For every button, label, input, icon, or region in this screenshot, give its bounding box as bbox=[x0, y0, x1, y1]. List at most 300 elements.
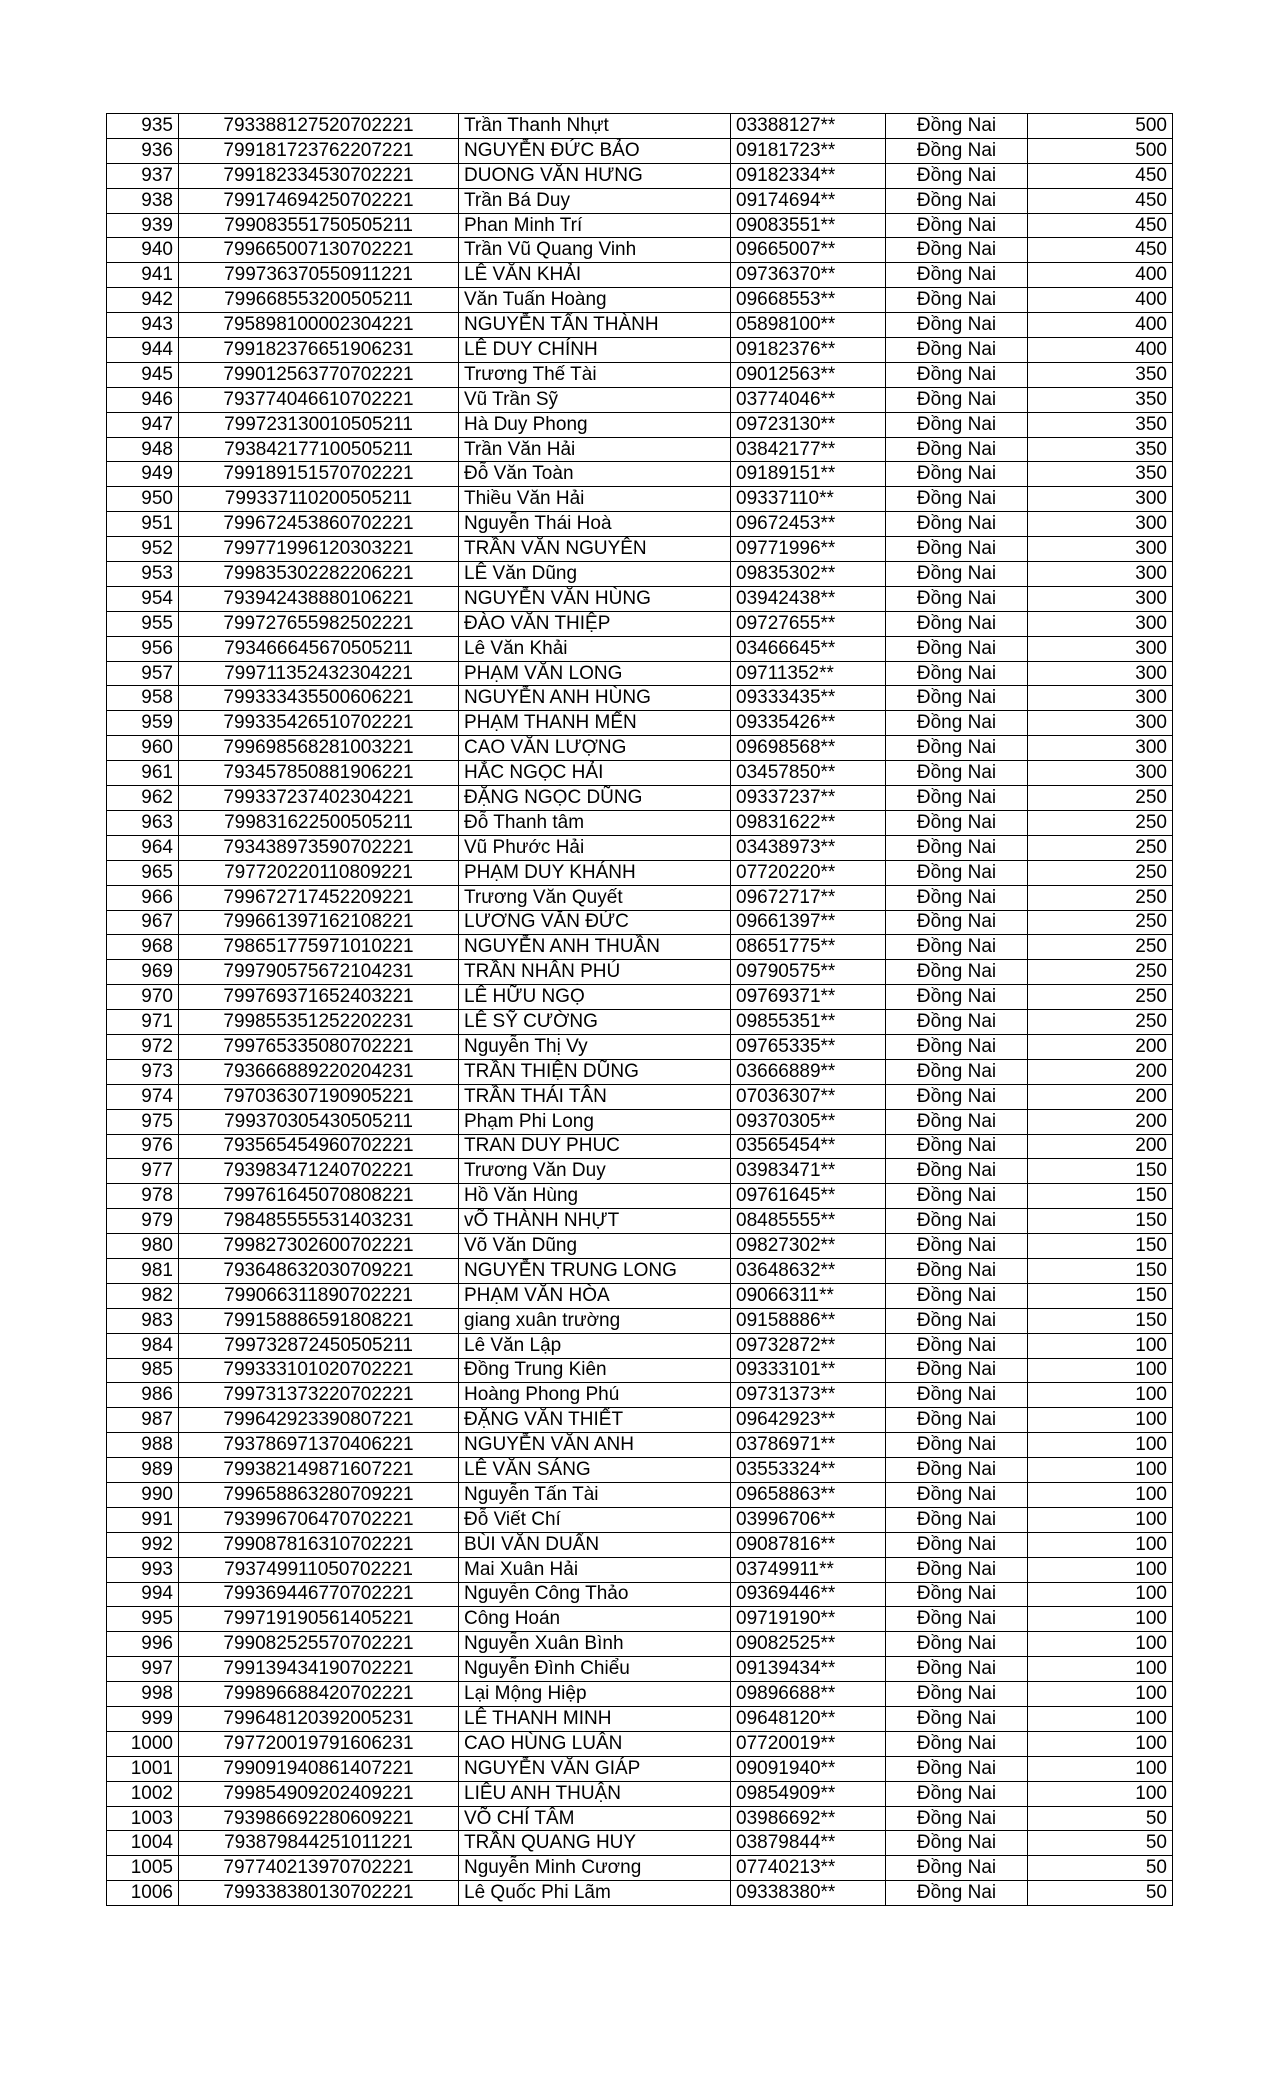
phone-number-cell: 03774046** bbox=[731, 387, 886, 412]
table-row bbox=[107, 188, 1173, 213]
table-row bbox=[107, 1308, 1173, 1333]
phone-number-cell: 03438973** bbox=[731, 835, 886, 860]
province-cell: Đồng Nai bbox=[886, 1507, 1028, 1532]
transaction-code-cell: 793942438880106221 bbox=[179, 586, 459, 611]
province-cell: Đồng Nai bbox=[886, 1831, 1028, 1856]
full-name-cell: Lê Quốc Phi Lãm bbox=[459, 1881, 731, 1906]
transaction-code-cell: 793438973590702221 bbox=[179, 835, 459, 860]
row-number-cell: 936 bbox=[107, 138, 179, 163]
transaction-code-cell: 799668553200505211 bbox=[179, 288, 459, 313]
amount-cell: 100 bbox=[1028, 1607, 1173, 1632]
phone-number-cell: 09665007** bbox=[731, 238, 886, 263]
table-row bbox=[107, 1806, 1173, 1831]
amount-cell: 100 bbox=[1028, 1482, 1173, 1507]
table-row bbox=[107, 985, 1173, 1010]
amount-cell: 300 bbox=[1028, 487, 1173, 512]
transaction-code-cell: 799835302282206221 bbox=[179, 562, 459, 587]
province-cell: Đồng Nai bbox=[886, 1582, 1028, 1607]
amount-cell: 200 bbox=[1028, 1109, 1173, 1134]
phone-number-cell: 03666889** bbox=[731, 1059, 886, 1084]
transaction-code-cell: 799066311890702221 bbox=[179, 1283, 459, 1308]
table-row bbox=[107, 736, 1173, 761]
province-cell: Đồng Nai bbox=[886, 910, 1028, 935]
phone-number-cell: 09855351** bbox=[731, 1010, 886, 1035]
amount-cell: 150 bbox=[1028, 1159, 1173, 1184]
phone-number-cell: 09158886** bbox=[731, 1308, 886, 1333]
province-cell: Đồng Nai bbox=[886, 1333, 1028, 1358]
full-name-cell: Hoàng Phong Phú bbox=[459, 1383, 731, 1408]
row-number-cell: 997 bbox=[107, 1657, 179, 1682]
full-name-cell: Trần Thanh Nhựt bbox=[459, 114, 731, 139]
province-cell: Đồng Nai bbox=[886, 462, 1028, 487]
phone-number-cell: 09698568** bbox=[731, 736, 886, 761]
amount-cell: 250 bbox=[1028, 860, 1173, 885]
full-name-cell: Đỗ Viết Chí bbox=[459, 1507, 731, 1532]
row-number-cell: 944 bbox=[107, 338, 179, 363]
table-row bbox=[107, 437, 1173, 462]
phone-number-cell: 09337110** bbox=[731, 487, 886, 512]
full-name-cell: Nguyễn Xuân Bình bbox=[459, 1632, 731, 1657]
full-name-cell: Lê Văn Lập bbox=[459, 1333, 731, 1358]
full-name-cell: giang xuân trường bbox=[459, 1308, 731, 1333]
full-name-cell: LÊ THANH MINH bbox=[459, 1707, 731, 1732]
transaction-code-cell: 799012563770702221 bbox=[179, 362, 459, 387]
full-name-cell: LÊ HỮU NGỌ bbox=[459, 985, 731, 1010]
province-cell: Đồng Nai bbox=[886, 1408, 1028, 1433]
amount-cell: 300 bbox=[1028, 761, 1173, 786]
transaction-code-cell: 799333435500606221 bbox=[179, 686, 459, 711]
table-row bbox=[107, 462, 1173, 487]
transaction-code-cell: 799658863280709221 bbox=[179, 1482, 459, 1507]
transaction-code-cell: 793388127520702221 bbox=[179, 114, 459, 139]
province-cell: Đồng Nai bbox=[886, 1109, 1028, 1134]
province-cell: Đồng Nai bbox=[886, 1632, 1028, 1657]
province-cell: Đồng Nai bbox=[886, 686, 1028, 711]
row-number-cell: 971 bbox=[107, 1010, 179, 1035]
phone-number-cell: 09731373** bbox=[731, 1383, 886, 1408]
transaction-code-cell: 799896688420702221 bbox=[179, 1682, 459, 1707]
province-cell: Đồng Nai bbox=[886, 1433, 1028, 1458]
transaction-code-cell: 799719190561405221 bbox=[179, 1607, 459, 1632]
province-cell: Đồng Nai bbox=[886, 114, 1028, 139]
amount-cell: 300 bbox=[1028, 537, 1173, 562]
full-name-cell: LÊ VĂN KHẢI bbox=[459, 263, 731, 288]
row-number-cell: 935 bbox=[107, 114, 179, 139]
amount-cell: 350 bbox=[1028, 387, 1173, 412]
row-number-cell: 962 bbox=[107, 786, 179, 811]
table-row bbox=[107, 213, 1173, 238]
row-number-cell: 949 bbox=[107, 462, 179, 487]
full-name-cell: PHẠM VĂN LONG bbox=[459, 661, 731, 686]
transaction-code-cell: 793774046610702221 bbox=[179, 387, 459, 412]
province-cell: Đồng Nai bbox=[886, 387, 1028, 412]
phone-number-cell: 09896688** bbox=[731, 1682, 886, 1707]
row-number-cell: 999 bbox=[107, 1707, 179, 1732]
table-row bbox=[107, 562, 1173, 587]
table-row bbox=[107, 661, 1173, 686]
province-cell: Đồng Nai bbox=[886, 1856, 1028, 1881]
full-name-cell: Đỗ Văn Toàn bbox=[459, 462, 731, 487]
phone-number-cell: 09337237** bbox=[731, 786, 886, 811]
amount-cell: 350 bbox=[1028, 437, 1173, 462]
row-number-cell: 994 bbox=[107, 1582, 179, 1607]
transaction-code-cell: 799771996120303221 bbox=[179, 537, 459, 562]
phone-number-cell: 09727655** bbox=[731, 611, 886, 636]
row-number-cell: 985 bbox=[107, 1358, 179, 1383]
full-name-cell: Nguyễn Thị Vy bbox=[459, 1034, 731, 1059]
table-row bbox=[107, 1059, 1173, 1084]
transaction-code-cell: 793466645670505211 bbox=[179, 636, 459, 661]
table-row bbox=[107, 1383, 1173, 1408]
full-name-cell: BÙI VĂN DUẨN bbox=[459, 1532, 731, 1557]
amount-cell: 100 bbox=[1028, 1458, 1173, 1483]
row-number-cell: 983 bbox=[107, 1308, 179, 1333]
transaction-code-cell: 799083551750505211 bbox=[179, 213, 459, 238]
amount-cell: 500 bbox=[1028, 138, 1173, 163]
row-number-cell: 1006 bbox=[107, 1881, 179, 1906]
phone-number-cell: 09087816** bbox=[731, 1532, 886, 1557]
phone-number-cell: 09181723** bbox=[731, 138, 886, 163]
table-row bbox=[107, 910, 1173, 935]
phone-number-cell: 09082525** bbox=[731, 1632, 886, 1657]
transaction-code-cell: 793996706470702221 bbox=[179, 1507, 459, 1532]
row-number-cell: 957 bbox=[107, 661, 179, 686]
amount-cell: 200 bbox=[1028, 1034, 1173, 1059]
row-number-cell: 963 bbox=[107, 810, 179, 835]
full-name-cell: NGUYỄN VĂN GIÁP bbox=[459, 1756, 731, 1781]
province-cell: Đồng Nai bbox=[886, 512, 1028, 537]
full-name-cell: Vũ Phước Hải bbox=[459, 835, 731, 860]
phone-number-cell: 09771996** bbox=[731, 537, 886, 562]
amount-cell: 100 bbox=[1028, 1707, 1173, 1732]
full-name-cell: TRẦN VĂN NGUYÊN bbox=[459, 537, 731, 562]
amount-cell: 50 bbox=[1028, 1881, 1173, 1906]
table-row bbox=[107, 1482, 1173, 1507]
table-row bbox=[107, 1408, 1173, 1433]
phone-number-cell: 09835302** bbox=[731, 562, 886, 587]
table-row bbox=[107, 512, 1173, 537]
amount-cell: 350 bbox=[1028, 412, 1173, 437]
province-cell: Đồng Nai bbox=[886, 1159, 1028, 1184]
phone-number-cell: 09854909** bbox=[731, 1781, 886, 1806]
table-row bbox=[107, 786, 1173, 811]
amount-cell: 250 bbox=[1028, 935, 1173, 960]
province-cell: Đồng Nai bbox=[886, 885, 1028, 910]
table-row bbox=[107, 885, 1173, 910]
table-row bbox=[107, 288, 1173, 313]
transaction-code-cell: 797740213970702221 bbox=[179, 1856, 459, 1881]
transaction-code-cell: 799723130010505211 bbox=[179, 412, 459, 437]
province-cell: Đồng Nai bbox=[886, 761, 1028, 786]
transaction-code-cell: 799182376651906231 bbox=[179, 338, 459, 363]
amount-cell: 200 bbox=[1028, 1084, 1173, 1109]
province-cell: Đồng Nai bbox=[886, 586, 1028, 611]
phone-number-cell: 09711352** bbox=[731, 661, 886, 686]
row-number-cell: 948 bbox=[107, 437, 179, 462]
transaction-code-cell: 799761645070808221 bbox=[179, 1184, 459, 1209]
amount-cell: 250 bbox=[1028, 910, 1173, 935]
full-name-cell: NGUYỄN ANH HÙNG bbox=[459, 686, 731, 711]
full-name-cell: Võ Văn Dũng bbox=[459, 1234, 731, 1259]
amount-cell: 100 bbox=[1028, 1781, 1173, 1806]
transaction-code-cell: 799790575672104231 bbox=[179, 960, 459, 985]
full-name-cell: Vũ Trần Sỹ bbox=[459, 387, 731, 412]
province-cell: Đồng Nai bbox=[886, 1034, 1028, 1059]
phone-number-cell: 08485555** bbox=[731, 1209, 886, 1234]
table-row bbox=[107, 1831, 1173, 1856]
province-cell: Đồng Nai bbox=[886, 437, 1028, 462]
table-row bbox=[107, 1756, 1173, 1781]
table-row bbox=[107, 1632, 1173, 1657]
amount-cell: 100 bbox=[1028, 1582, 1173, 1607]
province-cell: Đồng Nai bbox=[886, 1756, 1028, 1781]
table-row bbox=[107, 1657, 1173, 1682]
phone-number-cell: 03648632** bbox=[731, 1258, 886, 1283]
transaction-code-cell: 799338380130702221 bbox=[179, 1881, 459, 1906]
province-cell: Đồng Nai bbox=[886, 711, 1028, 736]
table-row bbox=[107, 313, 1173, 338]
row-number-cell: 966 bbox=[107, 885, 179, 910]
row-number-cell: 961 bbox=[107, 761, 179, 786]
row-number-cell: 1002 bbox=[107, 1781, 179, 1806]
full-name-cell: Hà Duy Phong bbox=[459, 412, 731, 437]
transaction-code-cell: 799672453860702221 bbox=[179, 512, 459, 537]
transaction-code-cell: 799369446770702221 bbox=[179, 1582, 459, 1607]
full-name-cell: PHẠM VĂN HÒA bbox=[459, 1283, 731, 1308]
amount-cell: 150 bbox=[1028, 1184, 1173, 1209]
transaction-code-cell: 799661397162108221 bbox=[179, 910, 459, 935]
row-number-cell: 954 bbox=[107, 586, 179, 611]
province-cell: Đồng Nai bbox=[886, 163, 1028, 188]
province-cell: Đồng Nai bbox=[886, 1881, 1028, 1906]
recipient-table bbox=[106, 113, 1173, 1906]
row-number-cell: 1004 bbox=[107, 1831, 179, 1856]
table-row bbox=[107, 263, 1173, 288]
row-number-cell: 973 bbox=[107, 1059, 179, 1084]
full-name-cell: NGUYỄN ANH THUẦN bbox=[459, 935, 731, 960]
phone-number-cell: 09369446** bbox=[731, 1582, 886, 1607]
row-number-cell: 972 bbox=[107, 1034, 179, 1059]
province-cell: Đồng Nai bbox=[886, 661, 1028, 686]
amount-cell: 450 bbox=[1028, 213, 1173, 238]
full-name-cell: Lê Văn Khải bbox=[459, 636, 731, 661]
table-row bbox=[107, 835, 1173, 860]
full-name-cell: Công Hoán bbox=[459, 1607, 731, 1632]
transaction-code-cell: 799769371652403221 bbox=[179, 985, 459, 1010]
province-cell: Đồng Nai bbox=[886, 1258, 1028, 1283]
province-cell: Đồng Nai bbox=[886, 1657, 1028, 1682]
transaction-code-cell: 799333101020702221 bbox=[179, 1358, 459, 1383]
table-row bbox=[107, 636, 1173, 661]
province-cell: Đồng Nai bbox=[886, 835, 1028, 860]
province-cell: Đồng Nai bbox=[886, 1383, 1028, 1408]
province-cell: Đồng Nai bbox=[886, 238, 1028, 263]
amount-cell: 300 bbox=[1028, 562, 1173, 587]
amount-cell: 450 bbox=[1028, 188, 1173, 213]
amount-cell: 150 bbox=[1028, 1209, 1173, 1234]
province-cell: Đồng Nai bbox=[886, 362, 1028, 387]
table-body bbox=[107, 114, 1173, 1906]
phone-number-cell: 03879844** bbox=[731, 1831, 886, 1856]
full-name-cell: LÊ VĂN SÁNG bbox=[459, 1458, 731, 1483]
province-cell: Đồng Nai bbox=[886, 1731, 1028, 1756]
phone-number-cell: 07036307** bbox=[731, 1084, 886, 1109]
full-name-cell: Trần Bá Duy bbox=[459, 188, 731, 213]
transaction-code-cell: 799648120392005231 bbox=[179, 1707, 459, 1732]
full-name-cell: Đỗ Thanh tâm bbox=[459, 810, 731, 835]
transaction-code-cell: 799182334530702221 bbox=[179, 163, 459, 188]
amount-cell: 150 bbox=[1028, 1234, 1173, 1259]
province-cell: Đồng Nai bbox=[886, 985, 1028, 1010]
transaction-code-cell: 799382149871607221 bbox=[179, 1458, 459, 1483]
row-number-cell: 987 bbox=[107, 1408, 179, 1433]
full-name-cell: Phạm Phi Long bbox=[459, 1109, 731, 1134]
phone-number-cell: 09732872** bbox=[731, 1333, 886, 1358]
full-name-cell: CAO VĂN LƯỢNG bbox=[459, 736, 731, 761]
table-row bbox=[107, 586, 1173, 611]
transaction-code-cell: 799854909202409221 bbox=[179, 1781, 459, 1806]
province-cell: Đồng Nai bbox=[886, 313, 1028, 338]
transaction-code-cell: 798485555531403231 bbox=[179, 1209, 459, 1234]
amount-cell: 100 bbox=[1028, 1657, 1173, 1682]
phone-number-cell: 09189151** bbox=[731, 462, 886, 487]
table-row bbox=[107, 1781, 1173, 1806]
full-name-cell: TRẦN QUANG HUY bbox=[459, 1831, 731, 1856]
amount-cell: 100 bbox=[1028, 1383, 1173, 1408]
phone-number-cell: 03457850** bbox=[731, 761, 886, 786]
province-cell: Đồng Nai bbox=[886, 213, 1028, 238]
amount-cell: 100 bbox=[1028, 1433, 1173, 1458]
phone-number-cell: 09672453** bbox=[731, 512, 886, 537]
table-row bbox=[107, 1333, 1173, 1358]
province-cell: Đồng Nai bbox=[886, 810, 1028, 835]
amount-cell: 250 bbox=[1028, 985, 1173, 1010]
full-name-cell: NGUYỄN TẤN THÀNH bbox=[459, 313, 731, 338]
full-name-cell: Trần Văn Hải bbox=[459, 437, 731, 462]
full-name-cell: Nguyễn Công Thảo bbox=[459, 1582, 731, 1607]
transaction-code-cell: 799337237402304221 bbox=[179, 786, 459, 811]
full-name-cell: Nguyễn Minh Cương bbox=[459, 1856, 731, 1881]
row-number-cell: 1003 bbox=[107, 1806, 179, 1831]
province-cell: Đồng Nai bbox=[886, 1358, 1028, 1383]
row-number-cell: 990 bbox=[107, 1482, 179, 1507]
table-row bbox=[107, 935, 1173, 960]
amount-cell: 400 bbox=[1028, 288, 1173, 313]
phone-number-cell: 09012563** bbox=[731, 362, 886, 387]
row-number-cell: 996 bbox=[107, 1632, 179, 1657]
row-number-cell: 943 bbox=[107, 313, 179, 338]
row-number-cell: 967 bbox=[107, 910, 179, 935]
table-row bbox=[107, 1433, 1173, 1458]
row-number-cell: 958 bbox=[107, 686, 179, 711]
full-name-cell: vÕ THÀNH NHỰT bbox=[459, 1209, 731, 1234]
phone-number-cell: 09333435** bbox=[731, 686, 886, 711]
table-row bbox=[107, 1557, 1173, 1582]
phone-number-cell: 07720220** bbox=[731, 860, 886, 885]
full-name-cell: NGUYỄN ĐỨC BẢO bbox=[459, 138, 731, 163]
transaction-code-cell: 799642923390807221 bbox=[179, 1408, 459, 1433]
row-number-cell: 998 bbox=[107, 1682, 179, 1707]
table-row bbox=[107, 810, 1173, 835]
amount-cell: 50 bbox=[1028, 1831, 1173, 1856]
phone-number-cell: 03986692** bbox=[731, 1806, 886, 1831]
row-number-cell: 965 bbox=[107, 860, 179, 885]
transaction-code-cell: 793879844251011221 bbox=[179, 1831, 459, 1856]
row-number-cell: 978 bbox=[107, 1184, 179, 1209]
phone-number-cell: 03983471** bbox=[731, 1159, 886, 1184]
table-row bbox=[107, 1532, 1173, 1557]
phone-number-cell: 09661397** bbox=[731, 910, 886, 935]
table-row bbox=[107, 238, 1173, 263]
amount-cell: 400 bbox=[1028, 263, 1173, 288]
amount-cell: 300 bbox=[1028, 636, 1173, 661]
phone-number-cell: 09066311** bbox=[731, 1283, 886, 1308]
row-number-cell: 947 bbox=[107, 412, 179, 437]
row-number-cell: 986 bbox=[107, 1383, 179, 1408]
transaction-code-cell: 795898100002304221 bbox=[179, 313, 459, 338]
province-cell: Đồng Nai bbox=[886, 1010, 1028, 1035]
row-number-cell: 991 bbox=[107, 1507, 179, 1532]
transaction-code-cell: 797036307190905221 bbox=[179, 1084, 459, 1109]
province-cell: Đồng Nai bbox=[886, 960, 1028, 985]
province-cell: Đồng Nai bbox=[886, 736, 1028, 761]
full-name-cell: LƯƠNG VĂN ĐỨC bbox=[459, 910, 731, 935]
amount-cell: 100 bbox=[1028, 1682, 1173, 1707]
transaction-code-cell: 798651775971010221 bbox=[179, 935, 459, 960]
phone-number-cell: 09174694** bbox=[731, 188, 886, 213]
transaction-code-cell: 799082525570702221 bbox=[179, 1632, 459, 1657]
province-cell: Đồng Nai bbox=[886, 1707, 1028, 1732]
amount-cell: 100 bbox=[1028, 1507, 1173, 1532]
phone-number-cell: 03942438** bbox=[731, 586, 886, 611]
full-name-cell: Thiều Văn Hải bbox=[459, 487, 731, 512]
row-number-cell: 942 bbox=[107, 288, 179, 313]
table-row bbox=[107, 1458, 1173, 1483]
row-number-cell: 941 bbox=[107, 263, 179, 288]
amount-cell: 200 bbox=[1028, 1059, 1173, 1084]
row-number-cell: 946 bbox=[107, 387, 179, 412]
full-name-cell: NGUYỄN TRUNG LONG bbox=[459, 1258, 731, 1283]
row-number-cell: 992 bbox=[107, 1532, 179, 1557]
table-row bbox=[107, 487, 1173, 512]
full-name-cell: LÊ DUY CHÍNH bbox=[459, 338, 731, 363]
transaction-code-cell: 799189151570702221 bbox=[179, 462, 459, 487]
phone-number-cell: 03842177** bbox=[731, 437, 886, 462]
full-name-cell: NGUYỄN VĂN HÙNG bbox=[459, 586, 731, 611]
phone-number-cell: 09668553** bbox=[731, 288, 886, 313]
province-cell: Đồng Nai bbox=[886, 1482, 1028, 1507]
transaction-code-cell: 793842177100505211 bbox=[179, 437, 459, 462]
full-name-cell: LÊ SỸ CƯỜNG bbox=[459, 1010, 731, 1035]
amount-cell: 100 bbox=[1028, 1333, 1173, 1358]
table-row bbox=[107, 1209, 1173, 1234]
phone-number-cell: 09648120** bbox=[731, 1707, 886, 1732]
phone-number-cell: 09831622** bbox=[731, 810, 886, 835]
province-cell: Đồng Nai bbox=[886, 487, 1028, 512]
transaction-code-cell: 797720220110809221 bbox=[179, 860, 459, 885]
province-cell: Đồng Nai bbox=[886, 1781, 1028, 1806]
amount-cell: 100 bbox=[1028, 1557, 1173, 1582]
row-number-cell: 939 bbox=[107, 213, 179, 238]
full-name-cell: PHẠM THANH MẾN bbox=[459, 711, 731, 736]
row-number-cell: 980 bbox=[107, 1234, 179, 1259]
table-row bbox=[107, 1607, 1173, 1632]
phone-number-cell: 09182334** bbox=[731, 163, 886, 188]
table-row bbox=[107, 1358, 1173, 1383]
amount-cell: 100 bbox=[1028, 1408, 1173, 1433]
transaction-code-cell: 799158886591808221 bbox=[179, 1308, 459, 1333]
province-cell: Đồng Nai bbox=[886, 1806, 1028, 1831]
